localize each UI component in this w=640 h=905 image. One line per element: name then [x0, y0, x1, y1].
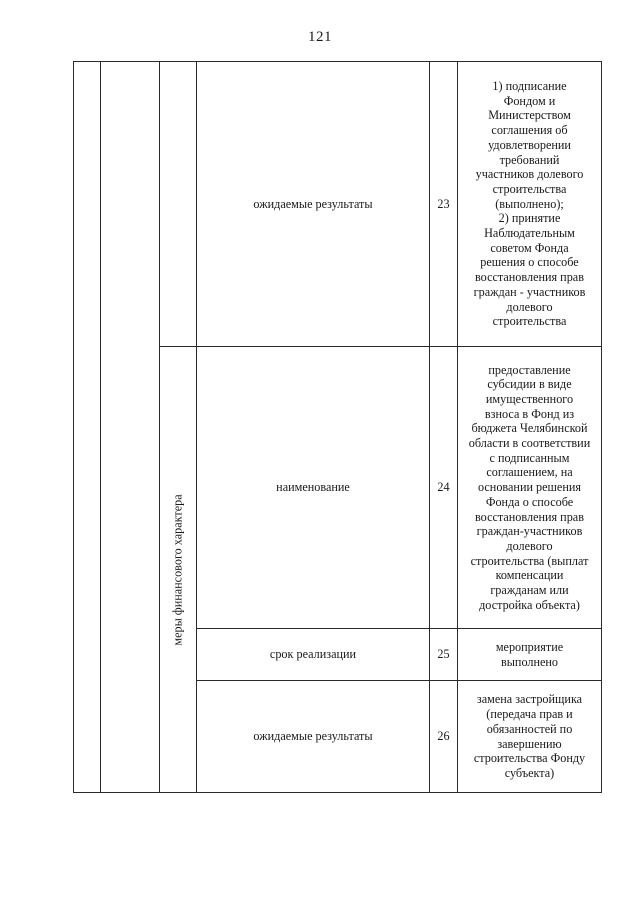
- value-line: граждан - участников: [473, 284, 586, 299]
- value-line: строительства Фонду: [473, 751, 586, 766]
- value-line: субъекта): [504, 765, 555, 780]
- group-label-cell: [160, 347, 197, 793]
- table-row: [74, 62, 602, 347]
- value-line: Министерством: [488, 108, 571, 123]
- value-line: восстановления прав: [475, 270, 584, 285]
- value-line: субсидии в виде: [487, 377, 572, 392]
- value-line: граждан-участников: [476, 524, 583, 539]
- value-line: завершению: [497, 736, 562, 751]
- empty-column-cell: [101, 62, 160, 793]
- value-line: (передача прав и: [486, 707, 573, 722]
- value-line: соглашением, на: [486, 465, 573, 480]
- row-number: 26: [430, 681, 458, 793]
- value-line: основании решения: [478, 480, 581, 495]
- parameter-value: [458, 347, 602, 629]
- parameter-value: [458, 629, 602, 681]
- value-line: компенсации: [495, 568, 564, 583]
- empty-group-cell: [160, 62, 197, 347]
- value-line: Фондом и: [503, 93, 556, 108]
- value-line: области в соответствии: [468, 436, 591, 451]
- value-line: строительства: [492, 314, 567, 329]
- value-line: предоставление: [488, 362, 571, 377]
- row-number: 23: [430, 62, 458, 347]
- value-line: участников долевого: [475, 167, 584, 182]
- page-number: 121: [308, 29, 332, 45]
- value-line: решения о способе: [480, 255, 579, 270]
- value-line: взноса в Фонд из: [484, 406, 575, 421]
- parameter-name: наименование: [197, 347, 430, 629]
- value-line: достройка объекта): [479, 597, 580, 612]
- value-line: соглашения об: [491, 123, 568, 138]
- value-line: гражданам или: [490, 583, 569, 598]
- value-line: удовлетворении: [488, 137, 571, 152]
- parameter-name: ожидаемые результаты: [197, 62, 430, 347]
- measures-table: [73, 61, 602, 793]
- group-label: меры финансового характера: [170, 493, 185, 646]
- value-line: строительства: [492, 181, 567, 196]
- value-line: долевого: [506, 299, 553, 314]
- value-line: с подписанным: [489, 450, 570, 465]
- value-line: советом Фонда: [490, 240, 569, 255]
- value-line: требований: [499, 152, 560, 167]
- value-line: мероприятие: [495, 639, 564, 654]
- value-line: Наблюдательным: [484, 226, 575, 241]
- value-line: 2) принятие: [498, 211, 561, 226]
- value-line: Фонда о способе: [485, 494, 574, 509]
- parameter-value: [458, 62, 602, 347]
- row-number: 24: [430, 347, 458, 629]
- empty-column-cell: [74, 62, 101, 793]
- value-line: бюджета Челябинской: [471, 421, 588, 436]
- row-number: 25: [430, 629, 458, 681]
- value-line: 1) подписание: [492, 79, 567, 94]
- value-line: восстановления прав: [475, 509, 584, 524]
- value-line: строительства (выплат: [470, 553, 589, 568]
- value-line: замена застройщика: [476, 692, 583, 707]
- value-line: (выполнено);: [495, 196, 564, 211]
- value-line: имущественного: [485, 391, 574, 406]
- parameter-name: ожидаемые результаты: [197, 681, 430, 793]
- parameter-value: [458, 681, 602, 793]
- value-line: долевого: [506, 538, 553, 553]
- value-line: выполнено: [500, 654, 559, 669]
- value-line: обязанностей по: [486, 721, 573, 736]
- parameter-name: срок реализации: [197, 629, 430, 681]
